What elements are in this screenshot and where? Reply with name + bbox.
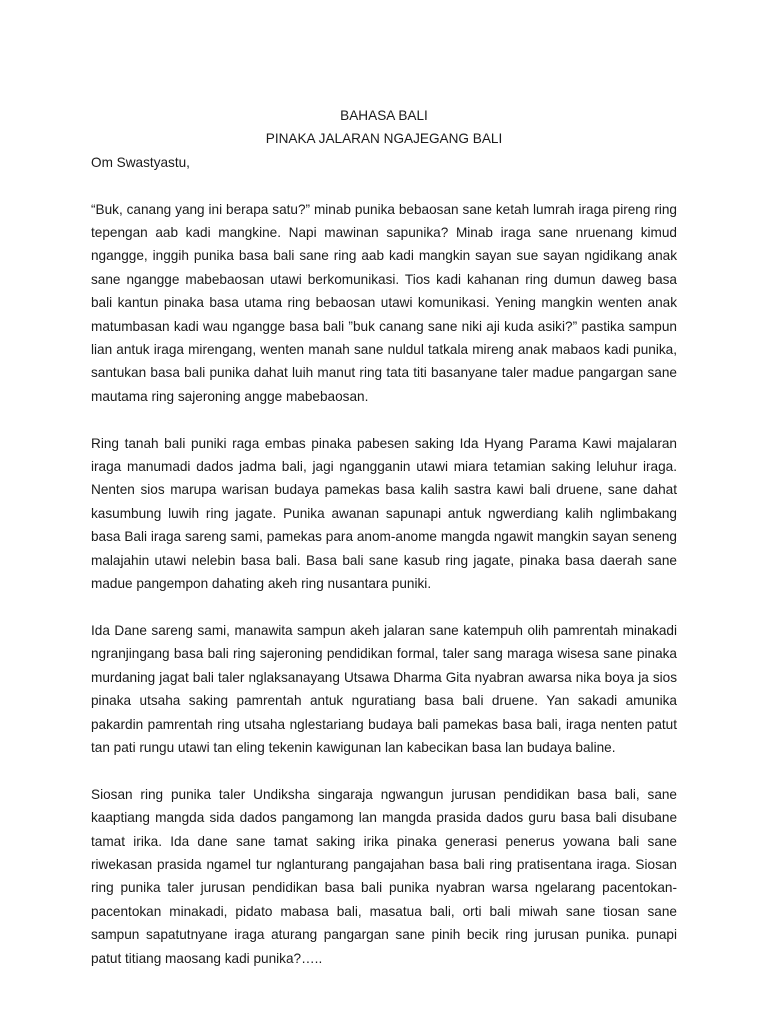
paragraph-3: Ida Dane sareng sami, manawita sampun akeh jalaran sane katempuh olih pamrentah minakadi ngranjingang basa bali ring sajeroning pendidikan formal, taler sang maraga wisesa sane pinaka murdaning jagat bali taler nglaksanayang Utsawa Dharma Gita nyabran awarsa nika boya ja sios pinaka utsaha saking pamrentah antuk nguratiang basa bali druene. Yan sakadi amunika pakardin pamrentah ring utsaha nglestariang budaya bali pamekas basa bali, iraga nenten patut tan pati rungu utawi tan eling tekenin kawigunan lan kabecikan basa lan budaya baline. <box>91 622 677 755</box>
paragraph-4: Siosan ring punika taler Undiksha singaraja ngwangun jurusan pendidikan basa bali, sane kaaptiang mangda sida dados pangamong lan mangda prasida dados guru basa bali disubane tamat irika. Ida dane sane tamat saking irika pinaka generasi penerus yowana bali sane riwekasan prasida ngamel tur nglanturang pangajahan basa bali ring pratisentana iraga. Siosan ring punika taler jurusan pendidikan basa bali punika nyabran warsa ngelarang pacentokan-pacentokan minakadi, pidato mabasa bali, masatua bali, orti bali miwah sane tiosan sane sampun sapatutnyane iraga aturang pangargan sane pinih becik ring jurusan punika. punapi patut titiang maosang kadi punika?….. <box>91 786 677 966</box>
document-subtitle: PINAKA JALARAN NGAJEGANG BALI <box>265 131 503 147</box>
document-page <box>91 104 677 993</box>
paragraph-1: “Buk, canang yang ini berapa satu?” minab punika bebaosan sane ketah lumrah iraga pireng ring tepengan aab kadi mangkine. Napi mawinan sapunika? Minab iraga sane nruenang kimud ngangge, inggih punika basa bali sane ring aab kadi mangkin sayan sue sayan ngidikang anak sane ngangge mabebaosan utawi berkomunikasi. Tios kadi kahanan ring dumun daweg basa bali kantun pinaka basa utama ring bebaosan utawi komunikasi. Yening mangkin wenten anak matumbasan kadi wau ngangge basa bali ”buk canang sane niki aji kuda asiki?” pastika sampun lian antuk iraga mirengang, wenten manah sane nuldul tatkala mireng anak mabaos kadi punika, santukan basa bali punika dahat luih manut ring tata titi basanyane taler madue pangargan sane mautama ring sajeroning angge mabebaosan. <box>91 201 677 404</box>
document-title: BAHASA BALI <box>340 108 428 123</box>
greeting: Om Swastyastu, <box>91 154 190 170</box>
paragraph-2: Ring tanah bali puniki raga embas pinaka pabesen saking Ida Hyang Parama Kawi majalaran iraga manumadi dados jadma bali, jagi ngangganin utawi miara tetamian saking leluhur iraga. Nenten sios marupa warisan budaya pamekas basa kalih sastra kawi bali druene, sane dahat kasumbung luwih ring jagate. Punika awanan sapunapi antuk ngwerdiang kalih nglimbakang basa Bali iraga sareng sami, pamekas para anom-anome mangda ngawit mangkin sayan seneng malajahin utawi nelebin basa bali. Basa bali sane kasub ring jagate, pinaka basa daerah sane madue pangempon dahating akeh ring nusantara puniki. <box>91 435 677 592</box>
